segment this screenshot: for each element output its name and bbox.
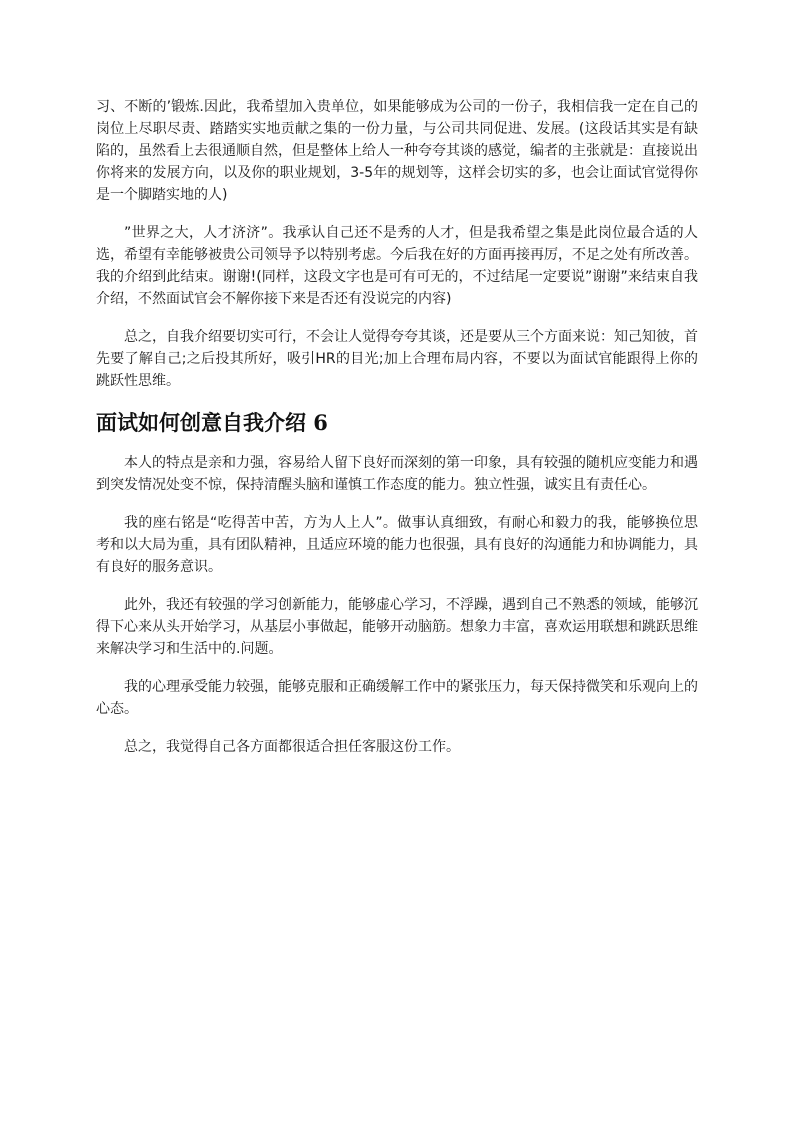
continued-paragraph: 习、不断的’锻炼.因此，我希望加入贵单位，如果能够成为公司的一份子，我相信我一定在自己的岗位上尽职尽责、踏踏实实地贡献之集的一份力量，与公司共同促进、发展。(这段话其实是有缺陷的，虽然看上去很通顺自然，但是整体上给人一种夸夸其谈的感觉，编者的主张就是：直接说出你将来的发展方向，以及你的职业规划，3-5年的规划等，这样会切实的多，也会让面试官觉得你是一个脚踏实地的人) — [96, 99, 698, 203]
document-page — [96, 96, 698, 774]
paragraph: 本人的特点是亲和力强，容易给人留下良好而深刻的第一印象，具有较强的随机应变能力和遇到突发情况处变不惊，保持清醒头脑和谨慎工作态度的能力。独立性强，诚实且有责任心。 — [96, 455, 698, 493]
paragraph: 此外，我还有较强的学习创新能力，能够虚心学习，不浮躁，遇到自己不熟悉的领域，能够沉得下心来从头开始学习，从基层小事做起，能够开动脑筋。想象力丰富，喜欢运用联想和跳跃思维来解决学习和生活中的.问题。 — [96, 597, 698, 657]
paragraph: ”世界之大，人才济济”。我承认自己还不是秀的人才，但是我希望之集是此岗位最合适的人选，希望有幸能够被贵公司领导予以特别考虑。今后我在好的方面再接再厉，不足之处有所改善。我的介绍到此结束。谢谢!(同样，这段文字也是可有可无的，不过结尾一定要说”谢谢”来结束自我介绍，不然面试官会不解你接下来是否还有没说完的内容) — [96, 225, 698, 307]
paragraph: 总之，自我介绍要切实可行，不会让人觉得夸夸其谈，还是要从三个方面来说：知己知彼，首先要了解自己;之后投其所好，吸引HR的目光;加上合理布局内容，不要以为面试官能跟得上你的跳跃性思维。 — [96, 329, 698, 389]
paragraph: 总之，我觉得自己各方面都很适合担任客服这份工作。 — [124, 739, 460, 755]
paragraph: 我的心理承受能力较强，能够克服和正确缓解工作中的紧张压力，每天保持微笑和乐观向上的心态。 — [96, 679, 698, 717]
paragraph: 我的座右铭是“吃得苦中苦，方为人上人”。做事认真细致，有耐心和毅力的我，能够换位思考和以大局为重，具有团队精神，且适应环境的能力也很强，具有良好的沟通能力和协调能力，具有良好的服务意识。 — [96, 515, 698, 575]
section-heading: 面试如何创意自我介绍 6 — [96, 410, 328, 435]
